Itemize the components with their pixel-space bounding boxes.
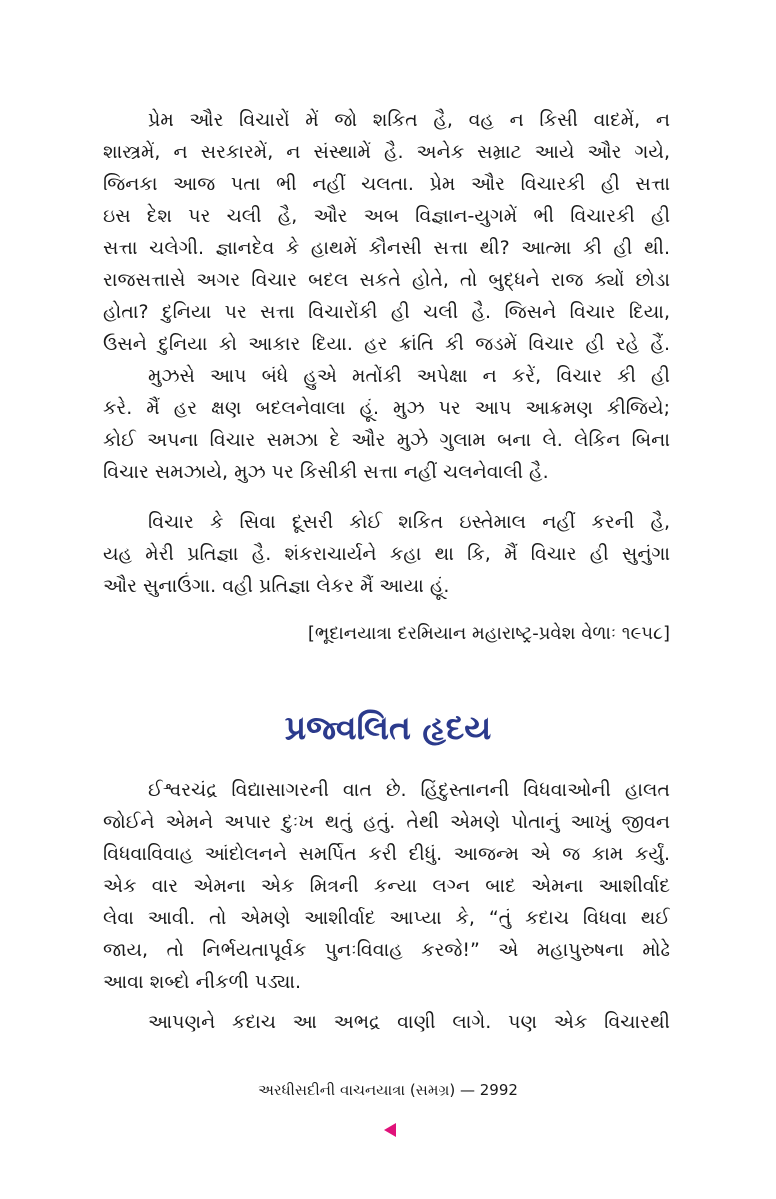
paragraph-line: જિનકા આજ પતા ભી નહીં ચલતા. પ્રેમ ઔર વિચારકી હી સત્તા: [103, 173, 670, 195]
paragraph-line: ઈશ્વરચંદ્ર વિદ્યાસાગરની વાત છે. હિંદુસ્તાનની વિધવાઓની હાલત: [148, 779, 670, 801]
paragraph-line: લેવા આવી. તો એમણે આશીર્વાદ આપ્યા કે, “તું કદાચ વિધવા થઈ: [103, 907, 670, 929]
paragraph-line: ઇસ દેશ પર ચલી હૈ, ઔર અબ વિજ્ઞાન-યુગમેં ભી વિચારકી હી: [103, 205, 670, 227]
previous-page-triangle-icon[interactable]: [384, 1123, 396, 1137]
paragraph-line: વિચાર કે સિવા દૂસરી કોઈ શકિત ઇસ્તેમાલ નહીં કરની હૈ,: [148, 511, 670, 533]
paragraph-line: ઔર સુનાઉંગા. વહી પ્રતિજ્ઞા લેકર મૈં આયા હૂં.: [103, 575, 450, 597]
paragraph-line: શાસ્ત્રમેં, ન સરકારમેં, ન સંસ્થામેં હૈ. અનેક સમ્રાટ આયે ઔર ગયે,: [103, 141, 670, 163]
paragraph-line: કોઈ અપના વિચાર સમઝા દે ઔર મુઝે ગુલામ બના લે. લેકિન બિના: [103, 429, 670, 451]
paragraph-line: કરે. મૈં હર ક્ષણ બદલનેવાલા હૂં. મુઝ પર આપ આક્રમણ કીજિયે;: [103, 397, 670, 419]
paragraph-line: યહ મેરી પ્રતિજ્ઞા હૈ. શંકરાચાર્યને કહા થા કિ, મૈં વિચાર હી સુનુંગા: [103, 543, 670, 565]
paragraph-line: હોતા? દુનિયા પર સત્તા વિચારોંકી હી ચલી હૈ. જિસને વિચાર દિયા,: [103, 301, 670, 323]
page-footer: અરધીસદીની વાચનયાત્રા (સમગ્ર) — 2992: [258, 1081, 518, 1099]
paragraph-line: વિચાર સમઝાયે, મુઝ પર કિસીકી સત્તા નહીં ચલનેવાલી હૈ.: [103, 461, 549, 483]
paragraph-line: સત્તા ચલેગી. જ્ઞાનદેવ કે હાથમેં કૌનસી સત્તા થી? આત્મા કી હી થી.: [103, 237, 670, 259]
paragraph-line: જાય, તો નિર્ભયતાપૂર્વક પુનઃવિવાહ કરજે!” એ મહાપુરુષના મોઢે: [103, 939, 670, 961]
section-heading: પ્રજ્વલિત હૃદય: [284, 708, 492, 747]
paragraph-line: પ્રેમ ઔર વિચારોં મેં જો શકિત હૈ, વહ ન કિસી વાદમેં, ન: [148, 109, 670, 131]
paragraph-line: વિધવાવિવાહ આંદોલનને સમર્પિત કરી દીધું. આજન્મ એ જ કામ કર્યું.: [103, 843, 670, 865]
paragraph-line: જોઈને એમને અપાર દુઃખ થતું હતું. તેથી એમણે પોતાનું આખું જીવન: [103, 811, 670, 833]
paragraph-line: મુઝસે આપ બંધે હુએ મતોંકી અપેક્ષા ન કરેં, વિચાર કી હી: [148, 365, 670, 387]
paragraph-line: રાજસત્તાસે અગર વિચાર બદલ સકતે હોતે, તો બુદ્ધને રાજ ક્યોં છોડા: [103, 269, 670, 291]
citation: [ભૂદાનયાત્રા દરમિયાન મહારાષ્ટ્ર-પ્રવેશ વેળાઃ ૧૯૫૮]: [307, 623, 670, 644]
paragraph-line: એક વાર એમના એક મિત્રની કન્યા લગ્ન બાદ એમના આશીર્વાદ: [103, 875, 670, 897]
paragraph-line: આપણને કદાચ આ અભદ્ર વાણી લાગે. પણ એક વિચારથી: [148, 1011, 670, 1033]
paragraph-line: ઉસને દુનિયા કો આકાર દિયા. હર ક્રાંતિ કી જડમેં વિચાર હી રહે હૈં.: [103, 333, 670, 355]
paragraph-line: આવા શબ્દો નીકળી પડ્યા.: [103, 971, 302, 993]
